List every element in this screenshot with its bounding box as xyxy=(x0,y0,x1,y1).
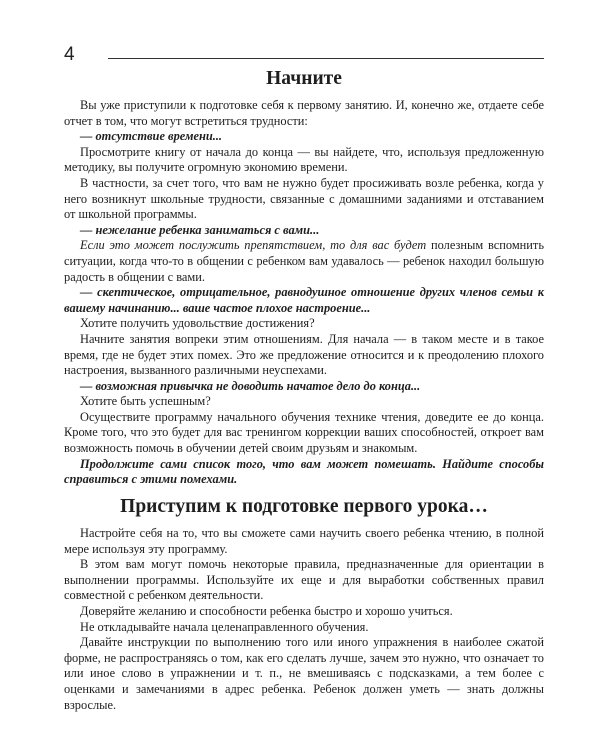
paragraph xyxy=(64,238,544,285)
paragraph: Осуществите программу начального обучения технике чтения, доведите ее до конца. Кроме того, что это будет для вас тренингом коррекции ваших способностей, откроет вам возможность помочь в обучении детей своим друзьям и знакомым. xyxy=(64,409,544,456)
paragraph: Давайте инструкции по выполнению того или иного упражнения в наиболее сжатой форме, не распространяясь о том, как его сделать лучше, зачем это нужно, что означает то или иное слово в упражнении и т. п., не вмешиваясь с подсказками, а тем более с оценками и замечаниями в адрес ребенка. Ребенок должен уметь — знать должны взрослые. xyxy=(64,635,544,712)
paragraph: Просмотрите книгу от начала до конца — вы найдете, что, используя предложенную методику, вы получите огромную экономию времени. xyxy=(64,144,544,175)
obstacle-item: — отсутствие времени... xyxy=(80,129,223,144)
paragraph: Вы уже приступили к подготовке себя к первому занятию. И, конечно же, отдаете себе отчет в том, что могут встретиться трудности: xyxy=(64,98,544,128)
paragraph: Настройте себя на то, что вы сможете сами научить своего ребенка чтению, в полной мере используя эту программу. xyxy=(64,526,544,556)
paragraph: Доверяйте желанию и способности ребенка быстро и хорошо учиться. xyxy=(80,603,453,618)
header-rule xyxy=(108,58,544,59)
paragraph: Не откладывайте начала целенаправленного обучения. xyxy=(80,619,369,634)
paragraph: Хотите получить удовольствие достижения? xyxy=(80,316,315,331)
paragraph: Начните занятия вопреки этим отношениям. Для начала — в таком месте и в такое время, где не будет этих помех. Это же предложение относится и к преодолению плохого настроения, вызванного различными неуспехами. xyxy=(64,331,544,378)
obstacle-item: — возможная привычка не доводить начатое дело до конца... xyxy=(80,378,421,393)
section-start xyxy=(64,66,544,488)
closing-instruction: Продолжите сами список того, что вам может помешать. Найдите способы справиться с этими помехами. xyxy=(64,456,544,487)
obstacle-item: — скептическое, отрицательное, равнодушное отношение других членов семьи к вашему начинанию... ваше частое плохое настроение... xyxy=(64,285,544,315)
page-number: 4 xyxy=(64,44,75,65)
italic-phrase: Если это может послужить препятствием, то для вас будет xyxy=(80,238,427,253)
section-title: Начните xyxy=(266,68,342,89)
paragraph: В частности, за счет того, что вам не нужно будет просиживать возле ребенка, когда у него возникнут школьные трудности, связанные с домашними заданиями и отставанием от школьной программы. xyxy=(64,175,544,222)
section-first-lesson xyxy=(64,494,544,713)
page-header xyxy=(64,44,544,66)
obstacle-item: — нежелание ребенка заниматься с вами... xyxy=(80,222,320,237)
section-title: Приступим к подготовке первого урока… xyxy=(120,496,488,517)
paragraph: В этом вам могут помочь некоторые правила, предназначенные для ориентации в выполнении программы. Используйте их еще и для выработки собственных правил совместной с ребенком деятельности. xyxy=(64,557,544,603)
paragraph-text: полезным вспомнить ситуации, когда что-то в общении с ребенком вам удавалось — ребенок находил большую радость в общении с вами. xyxy=(64,238,544,284)
paragraph: Хотите быть успешным? xyxy=(80,394,211,409)
